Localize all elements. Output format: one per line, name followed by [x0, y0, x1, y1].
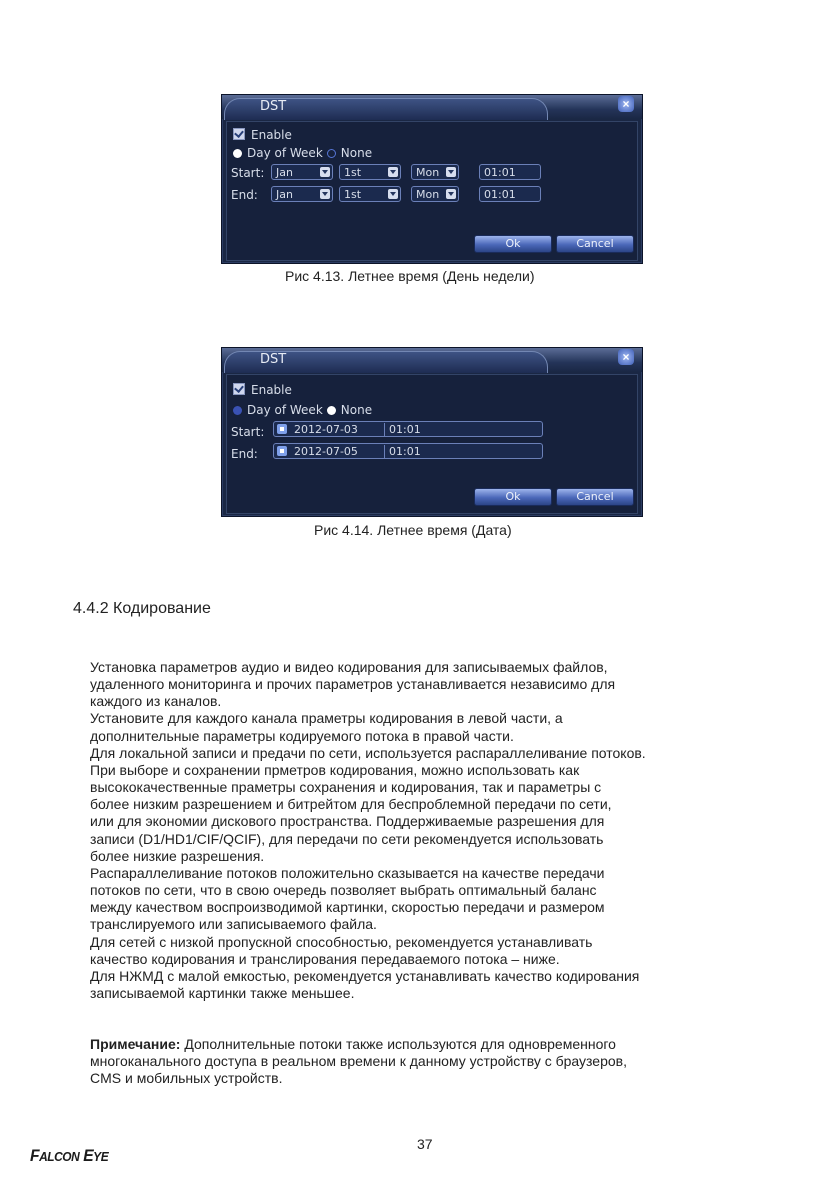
body-line: записываемой картинки также меньшее.	[90, 984, 355, 1001]
start-day-value: Mon	[416, 166, 440, 179]
radio-none[interactable]	[327, 406, 336, 415]
end-time-value: 01:01	[484, 188, 516, 201]
end-month-value: Jan	[276, 188, 293, 201]
dst-dialog-day-of-week	[221, 94, 643, 264]
end-label: End:	[231, 447, 258, 461]
end-day-select[interactable]	[411, 186, 459, 202]
body-line: Установите для каждого канала праметры кодирования в левой части, а	[90, 710, 563, 727]
body-line: Для локальной записи и предачи по сети, используется распараллеливание потоков.	[90, 744, 646, 761]
end-week-value: 1st	[344, 188, 362, 201]
cancel-button[interactable]: Cancel	[556, 235, 634, 253]
cancel-button[interactable]: Cancel	[556, 488, 634, 506]
note-label: Примечание:	[90, 1036, 181, 1052]
body-line: каждого из каналов.	[90, 693, 222, 710]
start-time-value: 01:01	[484, 166, 516, 179]
body-line: более низкие разрешения.	[90, 847, 265, 864]
chevron-down-icon	[446, 167, 456, 177]
enable-row[interactable]	[233, 383, 292, 397]
note-line: многоканального доступа в реальном времени к данному устройству с браузеров,	[90, 1053, 627, 1070]
body-line: высококачественные праметры сохранения и кодирования, так и параметры с	[90, 779, 602, 796]
body-line: дополнительные параметры кодируемого потока в правой части.	[90, 727, 514, 744]
calendar-icon[interactable]	[277, 446, 287, 456]
end-datetime-field[interactable]	[273, 443, 543, 459]
end-month-select[interactable]	[271, 186, 333, 202]
radio-day-of-week[interactable]	[233, 406, 242, 415]
body-line: Для НЖМД с малой емкостью, рекомендуется устанавливать качество кодирования	[90, 967, 640, 984]
body-line: При выборе и сохранении прметров кодирования, можно использовать как	[90, 761, 580, 778]
end-label: End:	[231, 188, 258, 202]
section-heading: 4.4.2 Кодирование	[73, 600, 211, 617]
body-line: Для сетей с низкой пропускной способностью, рекомендуется устанавливать	[90, 933, 593, 950]
end-date-value: 2012-07-05	[294, 445, 358, 458]
dialog-header	[222, 95, 642, 119]
chevron-down-icon	[388, 167, 398, 177]
chevron-down-icon	[320, 167, 330, 177]
enable-label: Enable	[251, 383, 292, 397]
end-time-field[interactable]	[479, 186, 541, 202]
chevron-down-icon	[320, 189, 330, 199]
start-month-select[interactable]	[271, 164, 333, 180]
body-text	[90, 659, 646, 1002]
note-line: CMS и мобильных устройств.	[90, 1070, 283, 1087]
note-block	[90, 1036, 627, 1087]
start-month-value: Jan	[276, 166, 293, 179]
figure-caption: Рис 4.13. Летнее время (День недели)	[285, 268, 535, 284]
start-week-value: 1st	[344, 166, 362, 179]
start-label: Start:	[231, 166, 265, 180]
end-day-value: Mon	[416, 188, 440, 201]
body-line: потоков по сети, что в свою очередь позволяет выбрать оптимальный баланс	[90, 882, 597, 899]
day-of-week-label: Day of Week	[247, 403, 323, 417]
brand-logo: FALCON EYE	[30, 1146, 109, 1165]
radio-day-of-week[interactable]	[233, 149, 242, 158]
dst-dialog-date	[221, 347, 643, 517]
end-week-select[interactable]	[339, 186, 401, 202]
ok-button[interactable]: Ok	[474, 235, 552, 253]
start-date-value: 2012-07-03	[294, 423, 358, 436]
mode-row	[233, 403, 372, 417]
field-divider	[384, 423, 385, 436]
start-time-field[interactable]	[479, 164, 541, 180]
enable-label: Enable	[251, 128, 292, 142]
start-time-value: 01:01	[389, 423, 421, 436]
start-label: Start:	[231, 425, 265, 439]
body-line: или для экономии дискового пространства. Поддерживаемые разрешения для	[90, 813, 605, 830]
body-line: записи (D1/HD1/CIF/QCIF), для передачи по сети рекомендуется использовать	[90, 830, 604, 847]
mode-row	[233, 146, 372, 160]
enable-checkbox[interactable]	[233, 128, 245, 140]
note-text: Дополнительные потоки также используются для одновременного	[180, 1036, 616, 1052]
start-week-select[interactable]	[339, 164, 401, 180]
enable-row[interactable]	[233, 128, 292, 142]
body-line: удаленного мониторинга и прочих параметров устанавливается независимо для	[90, 676, 616, 693]
end-time-value: 01:01	[389, 445, 421, 458]
radio-none[interactable]	[327, 149, 336, 158]
start-day-select[interactable]	[411, 164, 459, 180]
none-label: None	[340, 146, 373, 160]
page-number: 37	[417, 1136, 433, 1152]
note-line	[90, 1036, 627, 1053]
none-label: None	[340, 403, 373, 417]
body-line: Распараллеливание потоков положительно сказывается на качестве передачи	[90, 864, 605, 881]
body-line: Установка параметров аудио и видео кодирования для записываемых файлов,	[90, 659, 608, 675]
body-line: более низким разрешением и битрейтом для беспроблемной передачи по сети,	[90, 796, 612, 813]
dialog-title: DST	[260, 99, 287, 114]
close-icon[interactable]: ×	[618, 96, 634, 112]
calendar-icon[interactable]	[277, 424, 287, 434]
dialog-header	[222, 348, 642, 372]
chevron-down-icon	[446, 189, 456, 199]
body-line: качество кодирования и транслирования передаваемого потока – ниже.	[90, 950, 560, 967]
dialog-title: DST	[260, 352, 287, 367]
close-icon[interactable]: ×	[618, 349, 634, 365]
figure-caption: Рис 4.14. Летнее время (Дата)	[314, 522, 512, 538]
chevron-down-icon	[388, 189, 398, 199]
body-line: транслируемого или записываемого файла.	[90, 916, 377, 933]
body-line: между качеством воспроизводимой картинки, скоростью передачи и размером	[90, 899, 605, 916]
ok-button[interactable]: Ok	[474, 488, 552, 506]
day-of-week-label: Day of Week	[247, 146, 323, 160]
enable-checkbox[interactable]	[233, 383, 245, 395]
field-divider	[384, 445, 385, 458]
start-datetime-field[interactable]	[273, 421, 543, 437]
